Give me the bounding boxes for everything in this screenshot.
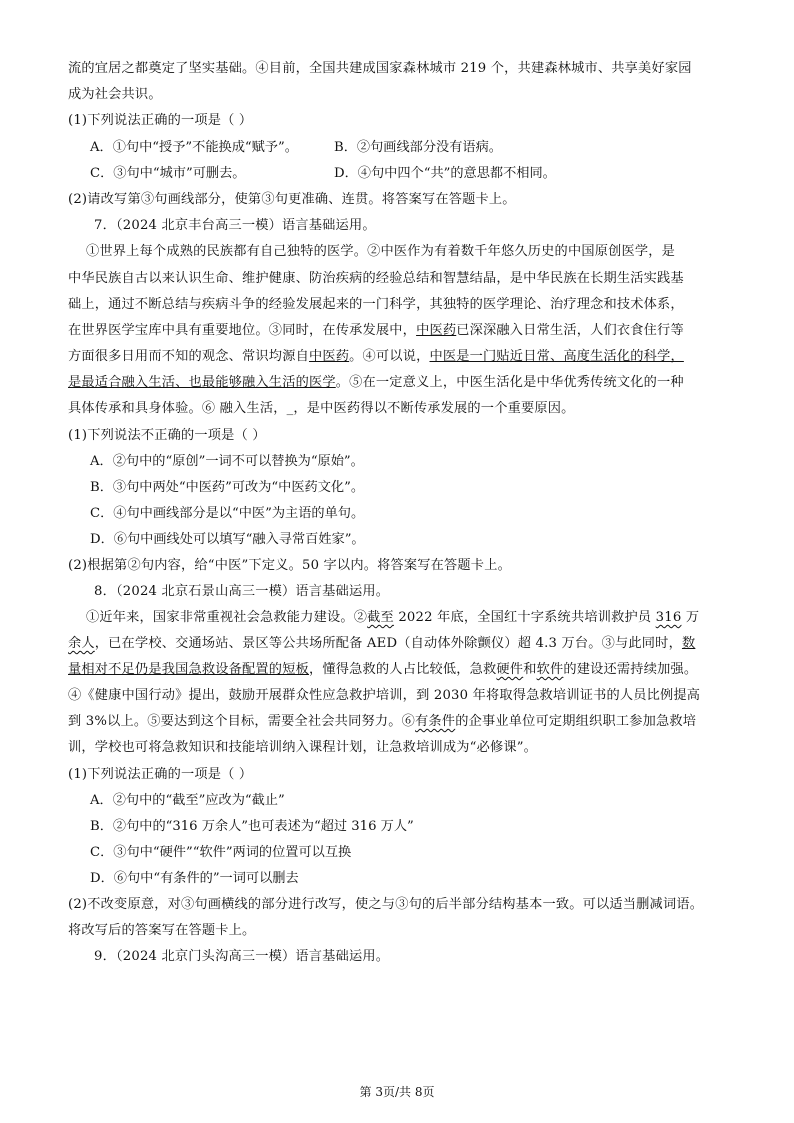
q8-passage-line-6: 训，学校也可将急救知识和技能培训纳入课程计划，让急救培训成为“必修课”。 [68,740,538,755]
q6-option-a: A．①句中“授予”不能换成“赋予”。 [90,140,298,155]
q6-passage-line-2: 成为社会共识。 [68,87,162,102]
q7-passage-line-6: 是最适合融入生活、也最能够融入生活的医学。⑤在一定意义上，中医生活化是中华优秀传统文化的一种 [68,375,684,390]
q8-option-b: B．②句中的“316 万余人”也可表述为“超过 316 万人” [90,819,414,834]
q7-passage-line-1: ①世界上每个成熟的民族都有自己独特的医学。②中医作为有着数千年悠久历史的中国原创医学，是 [86,244,676,259]
q8-title: 8．（2024 北京石景山高三一模）语言基础运用。 [94,584,390,599]
q8-underlined-sentence: 量相对不足仍是我国急救设备配置的短板 [68,662,309,677]
q7-option-d: D．⑥句中画线处可以填写“融入寻常百姓家”。 [90,532,365,547]
q8-option-a: A．②句中的“截至”应改为“截止” [90,793,285,808]
q7-title: 7．（2024 北京丰台高三一模）语言基础运用。 [94,218,376,233]
q7-option-a: A．②句中的“原创”一词不可以替换为“原始”。 [90,454,364,469]
q6-option-c: C．③句中“城市”可删去。 [90,166,246,181]
q8-sub-question-2-line-1: (2)不改变原意，对③句画横线的部分进行改写，使之与③句的后半部分结构基本一致。可以适当删减词语。 [68,897,704,912]
q8-dotted-yuren: 余人 [68,636,95,651]
q8-sub-question-2-line-2: 将改写后的答案写在答题卡上。 [68,923,256,938]
q7-passage-line-5: 方面很多日用而不知的观念、常识均源自中医药。④可以说，中医是一门贴近日常、高度生活化的科学， [68,349,684,364]
q8-passage-line-3: 量相对不足仍是我国急救设备配置的短板，懂得急救的人占比较低，急救硬件和软件的建设还需持续加强。 [68,662,698,677]
q8-passage-line-2: 余人，已在学校、交通场站、景区等公共场所配备 AED（自动体外除颤仪）超 4.3 万台。③与此同时，数 [68,636,696,651]
q7-passage-line-3: 础上，通过不断总结与疾病斗争的经验发展起来的一门科学，其独特的医学理论、治疗理念和技术体系， [68,297,684,312]
q7-passage-line-7: 具体传承和具身体验。⑥ 融入生活，_，是中医药得以不断传承发展的一个重要原因。 [68,401,575,416]
q7-passage-line-2: 中华民族自古以来认识生命、维护健康、防治疾病的经验总结和智慧结晶，是中华民族在长期生活实践基 [68,271,684,286]
q8-passage-line-4: ④《健康中国行动》提出，鼓励开展群众性应急救护培训，到 2030 年将取得急救培训证书的人员比例提高 [68,688,701,703]
page-footer: 第 3页/共 8页 [359,1085,435,1099]
q8-underlined-start: 数 [681,636,696,651]
q7-option-b: B．③句中两处“中医药”可改为“中医药文化”。 [90,480,365,495]
q8-sub-question-1: (1)下列说法正确的一项是（ ） [68,767,253,782]
q7-passage-line-4: 在世界医学宝库中具有重要地位。③同时，在传承发展中，中医药已深深融入日常生活，人们衣食住行等 [68,323,684,338]
q6-option-d: D．④句中四个“共”的意思都不相同。 [334,166,556,181]
q8-dotted-youtiaojian: 有条件 [415,714,456,729]
q6-option-b: B．②句画线部分没有语病。 [334,140,502,155]
q8-dotted-316: 316 [655,610,682,625]
q7-underlined-sentence-part-1: 中医是一门贴近日常、高度生活化的科学， [429,349,684,364]
q8-dotted-jiezhi: 截至 [367,610,394,625]
q6-passage-line-1: 流的宜居之都奠定了坚实基础。④目前，全国共建成国家森林城市 219 个，共建森林城市、共享美好家园 [68,61,692,76]
q7-underlined-zhongyiyao-1: 中医药 [416,323,457,338]
q8-option-d: D．⑥句中“有条件的”一词可以删去 [90,871,299,886]
q8-dotted-ruanjian: 软件 [536,662,564,677]
q7-sub-question-1: (1)下列说法不正确的一项是（ ） [68,428,266,443]
q8-dotted-yingjian: 硬件 [496,662,524,677]
q8-option-c: C．③句中“硬件”“软件”两词的位置可以互换 [90,845,352,860]
q6-sub-question-2: (2)请改写第③句画线部分，使第③句更准确、连贯。将答案写在答题卡上。 [68,192,516,207]
q8-passage-line-1: ①近年来，国家非常重视社会急救能力建设。②截至 2022 年底，全国红十字系统共培训救护员 316 万 [86,610,700,625]
q9-title: 9．（2024 北京门头沟高三一模）语言基础运用。 [94,949,390,964]
q7-sub-question-2: (2)根据第②句内容，给“中医”下定义。50 字以内。将答案写在答题卡上。 [68,558,511,573]
q7-option-c: C．④句中画线部分是以“中医”为主语的单句。 [90,506,365,521]
q7-underlined-zhongyiyao-2: 中医药 [308,349,350,364]
q7-underlined-sentence-part-2: 是最适合融入生活、也最能够融入生活的医学 [68,375,336,390]
q6-sub-question-1: (1)下列说法正确的一项是（ ） [68,113,253,128]
q8-passage-line-5: 到 3%以上。⑤要达到这个目标，需要全社会共同努力。⑥有条件的企事业单位可定期组织职工参加急救培 [68,714,697,729]
